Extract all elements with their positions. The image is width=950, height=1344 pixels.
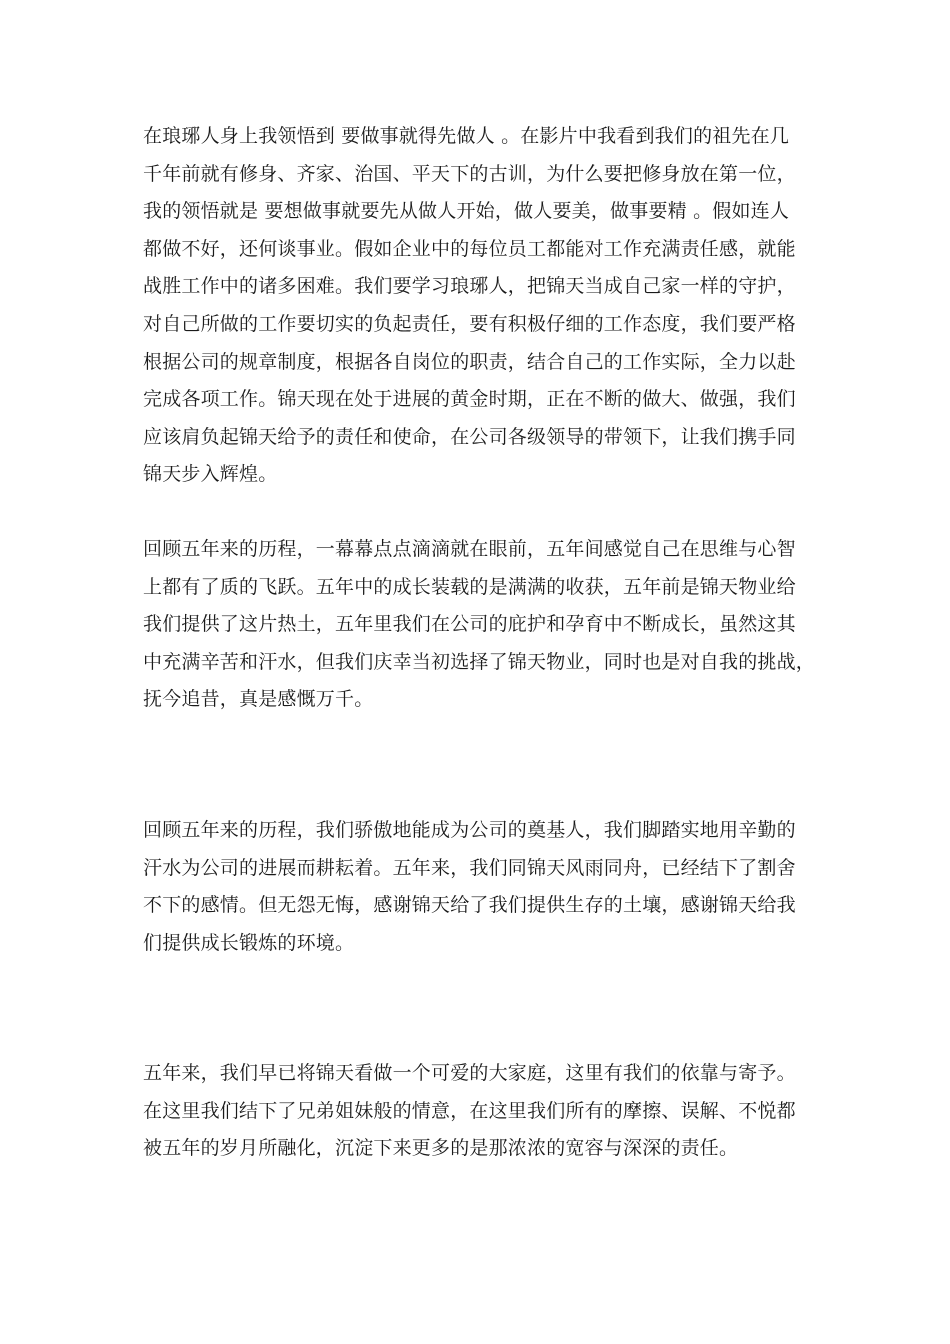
text-line: 我的领悟就是 要想做事就要先从做人开始，做人要美，做事要精 。假如连人 — [143, 200, 790, 223]
text-line: 在琅琊人身上我领悟到 要做事就得先做人 。在影片中我看到我们的祖先在几 — [143, 125, 790, 147]
text-line: 都做不好，还何谈事业。假如企业中的每位员工都能对工作充满责任感，就能 — [143, 237, 796, 260]
paragraph-five-year-review — [143, 531, 823, 719]
text-line: 战胜工作中的诸多困难。我们要学习琅琊人，把锦天当成自己家一样的守护， — [143, 275, 796, 298]
text-line: 回顾五年来的历程，一幕幕点点滴滴就在眼前，五年间感觉自己在思维与心智 — [143, 538, 796, 560]
paragraph-langya-lesson — [143, 118, 823, 494]
text-line: 被五年的岁月所融化，沉淀下来更多的是那浓浓的宽容与深深的责任。 — [143, 1137, 739, 1160]
text-line: 上都有了质的飞跃。五年中的成长装载的是满满的收获，五年前是锦天物业给 — [143, 575, 796, 598]
text-line: 回顾五年来的历程，我们骄傲地能成为公司的奠基人，我们脚踏实地用辛勤的 — [143, 819, 796, 841]
paragraph-founders — [143, 812, 823, 962]
text-line: 中充满辛苦和汗水，但我们庆幸当初选择了锦天物业，同时也是对自我的挑战， — [143, 650, 816, 673]
text-line: 在这里我们结下了兄弟姐妹般的情意，在这里我们所有的摩擦、误解、不悦都 — [143, 1099, 796, 1122]
text-line: 对自己所做的工作要切实的负起责任，要有积极仔细的工作态度，我们要严格 — [143, 312, 796, 335]
text-line: 们提供成长锻炼的环境。 — [143, 931, 355, 954]
text-line: 五年来，我们早已将锦天看做一个可爱的大家庭，这里有我们的依靠与寄予。 — [143, 1062, 796, 1084]
text-line: 千年前就有修身、齐家、治国、平天下的古训，为什么要把修身放在第一位， — [143, 162, 796, 185]
text-line: 不下的感情。但无怨无悔，感谢锦天给了我们提供生存的土壤，感谢锦天给我 — [143, 894, 796, 917]
text-line: 抚今追昔，真是感慨万千。 — [143, 688, 374, 711]
paragraph-big-family — [143, 1055, 823, 1168]
text-line: 锦天步入辉煌。 — [143, 463, 278, 486]
text-line: 汗水为公司的进展而耕耘着。五年来，我们同锦天风雨同舟，已经结下了割舍 — [143, 856, 796, 879]
text-line: 完成各项工作。锦天现在处于进展的黄金时期，正在不断的做大、做强，我们 — [143, 388, 796, 411]
text-line: 应该肩负起锦天给予的责任和使命，在公司各级领导的带领下，让我们携手同 — [143, 425, 796, 448]
text-line: 我们提供了这片热土，五年里我们在公司的庇护和孕育中不断成长，虽然这其 — [143, 613, 796, 636]
text-line: 根据公司的规章制度，根据各自岗位的职责，结合自己的工作实际，全力以赴 — [143, 350, 796, 373]
